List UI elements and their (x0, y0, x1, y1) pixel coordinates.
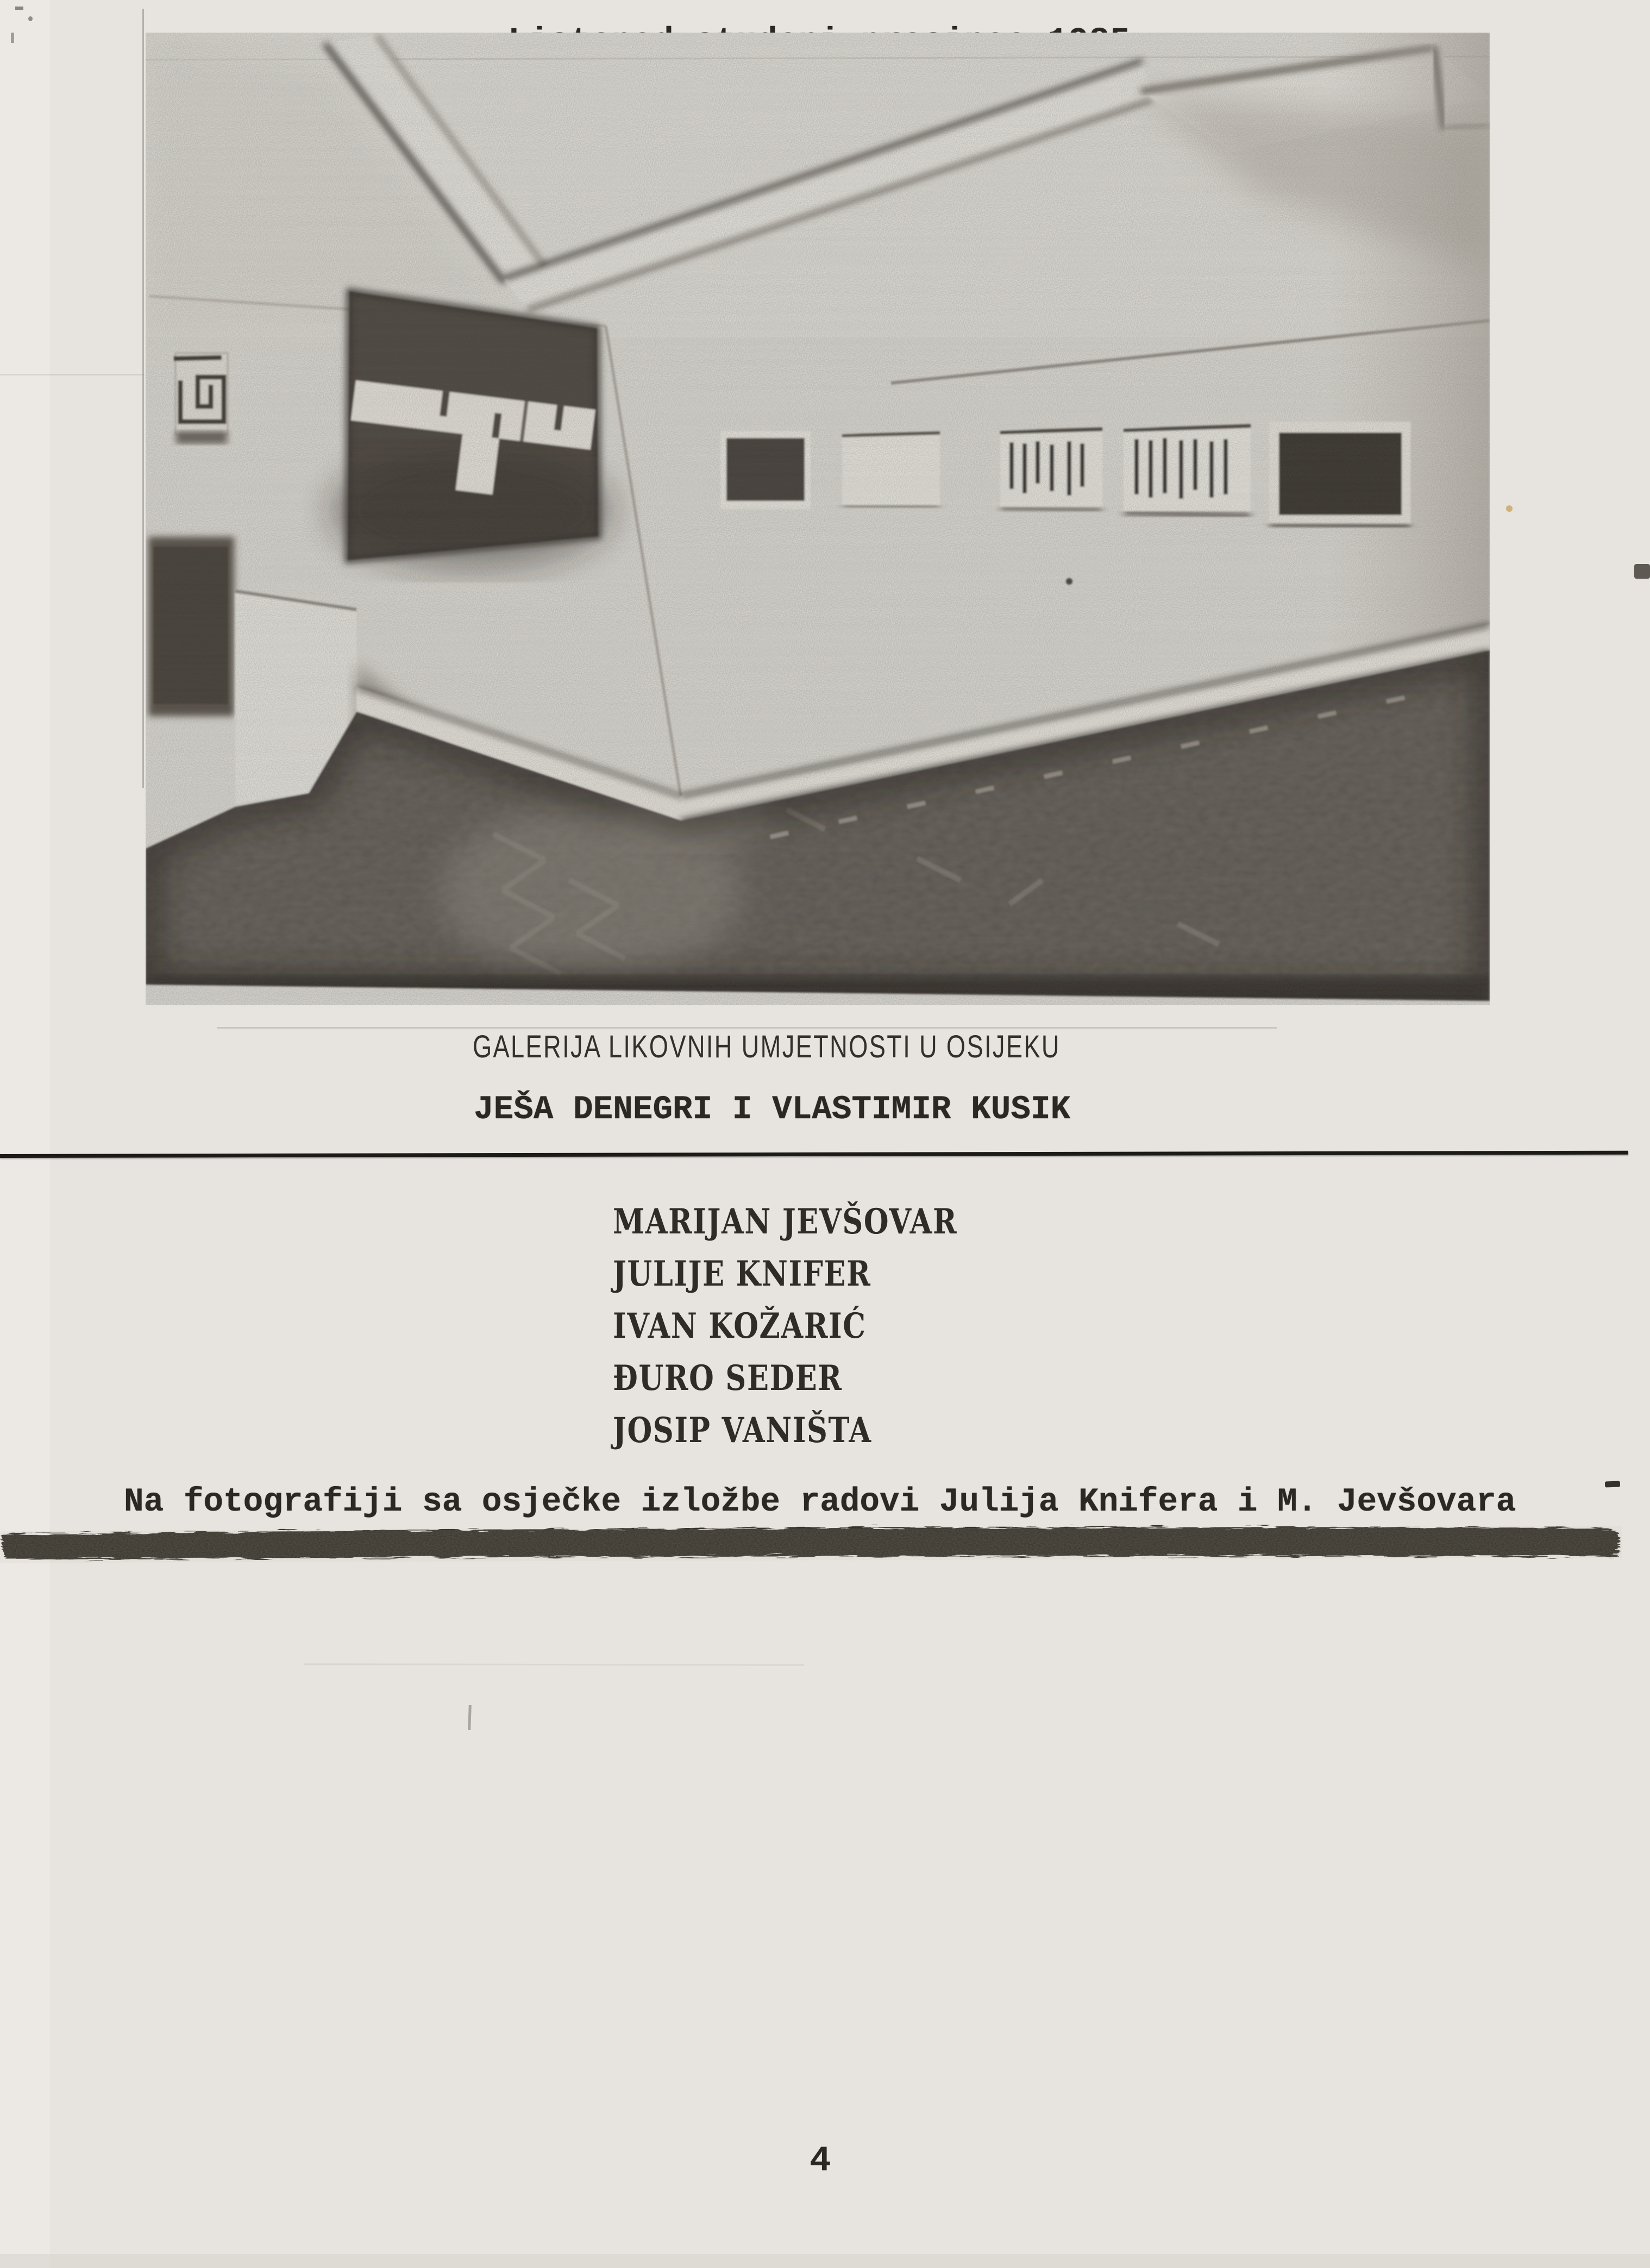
separator-rule (0, 1151, 1628, 1158)
ink-speck (15, 7, 23, 10)
stray-tick-mark (468, 1705, 472, 1730)
photo-note: Na fotografiji sa osječke izložbe radovi Julija Knifera i M. Jevšovara (124, 1483, 1516, 1521)
artist-name: JOSIP VANIŠTA (613, 1410, 872, 1451)
copier-streak (0, 374, 145, 375)
copier-streak (304, 1663, 804, 1666)
scan-edge-light-strip (0, 0, 50, 2268)
paper-speck (1506, 505, 1513, 512)
ink-speck (28, 16, 33, 21)
page-number: 4 (810, 2140, 831, 2181)
scan-bottom-strip (0, 2254, 1650, 2268)
artist-list (613, 1200, 1033, 1461)
copier-streak (217, 1027, 1277, 1029)
artist-name: JULIJE KNIFER (613, 1254, 871, 1294)
artist-name: IVAN KOŽARIĆ (613, 1306, 867, 1346)
ink-band (0, 1521, 1630, 1569)
artist-name: MARIJAN JEVŠOVAR (613, 1201, 958, 1242)
ink-speck (11, 33, 14, 43)
gallery-caption: GALERIJA LIKOVNIH UMJETNOSTI U OSIJEKU (473, 1029, 1061, 1064)
stray-dash-mark (1605, 1481, 1620, 1488)
photo-left-border-line (142, 9, 144, 788)
edge-ink-blob (1634, 564, 1650, 579)
exhibition-photo (146, 33, 1490, 1022)
artist-name: ĐURO SEDER (613, 1358, 843, 1399)
curators-caption: JEŠA DENEGRI I VLASTIMIR KUSIK (474, 1091, 1071, 1129)
